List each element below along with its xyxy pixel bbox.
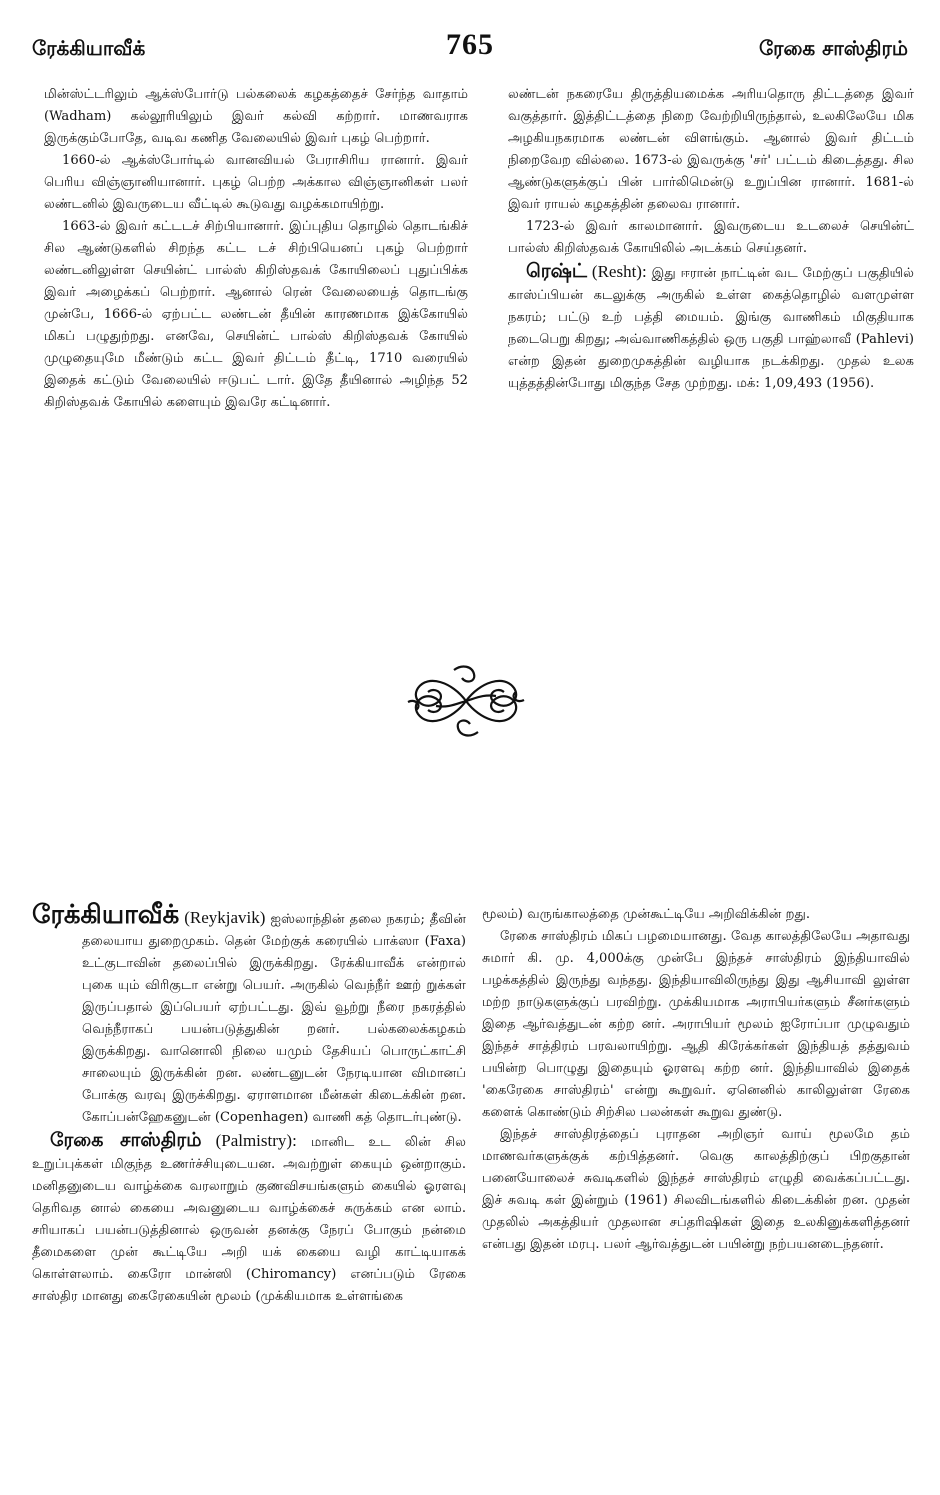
- paragraph: மூலம்) வருங்காலத்தை முன்கூட்டியே அறிவிக்கின் றது.: [482, 907, 811, 922]
- paragraph: இந்தச் சாஸ்திரத்தைப் புராதன அறிஞர் வாய் மூலமே தம் மாணவர்களுக்குக் கற்பித்தனர். வெகு காலத்திற்குப் பிறகுதான் பனையோலைச் சுவடிகளில் இந்தச் சாஸ்திரம் எழுதி வைக்கப்பட்டது. இச் சுவடி கள் இன்றும் (1961) சிலவிடங்களில் கிடைக்கின் றன. முதன் முதலில் அகத்தியர் முதலான சப்தரிஷிகள் இதை உலகினுக்களித்தனர் என்பது இதன் மரபு. பலர் ஆர்வத்துடன் பயின்று நற்பயனடைந்தனர்.: [482, 1127, 910, 1252]
- paragraph: லண்டன் நகரையே திருத்தியமைக்க அரியதொரு திட்டத்தை இவர் வகுத்தார். இத்திட்டத்தை நிறை வேற்றியிருந்தால், உலகிலேயே மிக அழகியநகரமாக லண்டன் விளங்கும். ஆனால் இவர் திட்டம் நிறைவேற வில்லை. 1673-ல் இவருக்கு 'சர்' பட்டம் கிடைத்தது. சில ஆண்டுகளுக்குப் பின் பார்லிமென்டு உறுப்பின ரானார். 1681-ல் இவர் ராயல் கழகத்தின் தலைவ ரானார்.: [508, 87, 914, 212]
- entry-body: இது ஈரான் நாட்டின் வட மேற்குப் பகுதியில் காஸ்ப்பியன் கடலுக்கு அருகில் உள்ள கைத்தொழில் வளமுள்ள நகரம்; பட்டு உற் பத்தி மையம். இங்கு வாணிகம் மிகுதியாக நடைபெறு கிறது; அவ்வாணிகத்தில் ஒரு பகுதி பாஹ்லாவீ (Pahlevi) என்ற இதன் துறைமுகத்தின் வழியாக நடக்கிறது. முதல் உலக யுத்தத்தின்போது மிகுந்த சேத முற்றது. மக்: 1,09,493 (1956).: [508, 266, 914, 391]
- entry-reykjavik: [32, 900, 466, 1129]
- running-head-left: ரேக்கியாவீக்: [32, 36, 146, 60]
- paragraph: 1723-ல் இவர் காலமானார். இவருடைய உடலைச் செயின்ட் பால்ஸ் கிறிஸ்தவக் கோயிலில் அடக்கம் செய்தனர்.: [508, 219, 914, 256]
- top-right-column: [508, 84, 914, 395]
- entry-palmistry: [32, 1129, 466, 1308]
- paragraph: 1663-ல் இவர் கட்டடச் சிற்பியானார். இப்புதிய தொழில் தொடங்கிச் சில ஆண்டுகளில் சிறந்த கட்ட டச் சிற்பியெனப் புகழ் பெற்றார் லண்டனிலுள்ள செயின்ட் பால்ஸ் கிறிஸ்தவக் கோயிலைப் புதுப்பிக்க இவர் அழைக்கப் பெற்றார். ஆனால் ரென் வேலையைத் தொடங்கு முன்பே, 1666-ல் ஏற்பட்ட லண்டன் தீயின் காரணமாக இக்கோயில் மிகப் பழுதுற்றது. எனவே, செயின்ட் பால்ஸ் கிறிஸ்தவக் கோயில் முழுதையுமே மீண்டும் கட்ட இவர் திட்டம் தீட்டி, 1710 வரையில் இதைக் கட்டும் வேலையில் ஈடுபட் டார். இதே தீயினால் அழிந்த 52 கிறிஸ்தவக் கோயில் களையும் இவரே கட்டினார்.: [44, 219, 468, 410]
- entry-body: மானிட உட லின் சில உறுப்புக்கள் மிகுந்த உணர்ச்சியுடையன. அவற்றுள் கையும் ஒன்றாகும். மனிதனுடைய வாழ்க்கை வரலாறும் குணவிசயங்களும் கையில் ஓரளவு தெரிவத னால் கையை அவனுடைய வாழ்க்கைச் சுருக்கம் என லாம். சரியாகப் பயன்படுத்தினால் ஒருவன் தனக்கு நேரப் போகும் நன்மை தீமைகளை முன் கூட்டியே அறி யக் கையை வழி காட்டியாகக் கொள்ளலாம். கைரோ மான்ஸி (Chiromancy) எனப்படும் ரேகை சாஸ்திர மானது கைரேகையின் மூலம் (முக்கியமாக உள்ளங்கை: [32, 1135, 466, 1304]
- page-number: 765: [446, 28, 494, 61]
- bottom-left-column: [32, 900, 466, 1308]
- top-left-column: [44, 84, 468, 414]
- entry-body: ஐஸ்லாந்தின் தலை நகரம்; தீவின் தலையாய துறைமுகம். தென் மேற்குக் கரையில் பாக்ஸா (Faxa) உட்குடாவின் தலைப்பில் இருக்கிறது. ரேக்கியாவீக் என்றால் புகை யும் விரிகுடா என்று பெயர். அருகில் வெந்நீர் ஊற் றுக்கள் இருப்பதால் இப்பெயர் ஏற்பட்டது. இவ் வூற்று நீரை நகரத்தில் வெந்நீராகப் பயன்படுத்துகின் றனர். பல்கலைக்கழகம் இருக்கிறது. வானொலி நிலை யமும் தேசியப் பொருட்காட்சி சாலையும் இருக்கின் றன. லண்டனுடன் நேரடியான விமானப் போக்கு வரவு இருக்கிறது. ஏராளமான மீன்கள் கிடைக்கின் றன. கோப்பன்ஹேகனுடன் (Copenhagen) வாணி கத் தொடர்புண்டு.: [82, 912, 466, 1125]
- entry-latin-name: (Resht):: [591, 262, 647, 281]
- paragraph: 1660-ல் ஆக்ஸ்போர்டில் வானவியல் பேராசிரிய ரானார். இவர் பெரிய விஞ்ஞானியானார். புகழ் பெற்ற அக்கால விஞ்ஞானிகள் பலர் லண்டனில் இவருடைய வீட்டில் கூடுவது வழக்கமாயிற்று.: [44, 153, 468, 212]
- floral-ornament-icon: [396, 662, 536, 740]
- running-head-right: ரேகை சாஸ்திரம்: [758, 36, 908, 60]
- entry-latin-name: (Reykjavik): [184, 908, 266, 927]
- paragraph: ரேகை சாஸ்திரம் மிகப் பழமையானது. வேத காலத்திலேயே அதாவது சுமார் கி. மு. 4,000க்கு முன்பே இந்தச் சாஸ்திரம் இந்தியாவில் பழக்கத்தில் இருந்து வந்தது. இந்தியாவிலிருந்து இது ஆசியாவி லுள்ள மற்ற நாடுகளுக்குப் பரவிற்று. முக்கியமாக அராபியர்களும் சீனர்களும் இதை ஆர்வத்துடன் கற்ற னர். அராபியர் மூலம் ஐரோப்பா முழுவதும் இந்தச் சாத்திரம் பரவலாயிற்று. ஆதி கிரேக்கர்கள் இந்தியத் தத்துவம் பயின்ற பொழுது இதையும் ஓரளவு கற்ற னர். இந்தியாவில் இதைக் 'கைரேகை சாஸ்திரம்' என்று கூறுவர். ஏனெனில் காலிலுள்ள ரேகை களைக் கொண்டும் சிற்சில பலன்கள் கூறுவ துண்டு.: [482, 929, 910, 1120]
- entry-title: ரெஷ்ட்: [526, 260, 587, 282]
- entry-title: ரேக்கியாவீக்: [32, 900, 180, 930]
- page-header: [32, 26, 908, 66]
- paragraph: மின்ஸ்ட்டரிலும் ஆக்ஸ்போர்டு பல்கலைக் கழகத்தைச் சேர்ந்த வாதாம் (Wadham) கல்லூரியிலும் இவர் கல்வி கற்றார். மாணவராக இருக்கும்போதே, வடிவ கணித வேலையில் இவர் புகழ் பெற்றார்.: [44, 87, 468, 146]
- entry-latin-name: (Palmistry):: [215, 1131, 297, 1150]
- entry-resht: [508, 260, 914, 395]
- entry-title: ரேகை சாஸ்திரம்: [50, 1129, 202, 1151]
- bottom-right-column: [482, 904, 910, 1256]
